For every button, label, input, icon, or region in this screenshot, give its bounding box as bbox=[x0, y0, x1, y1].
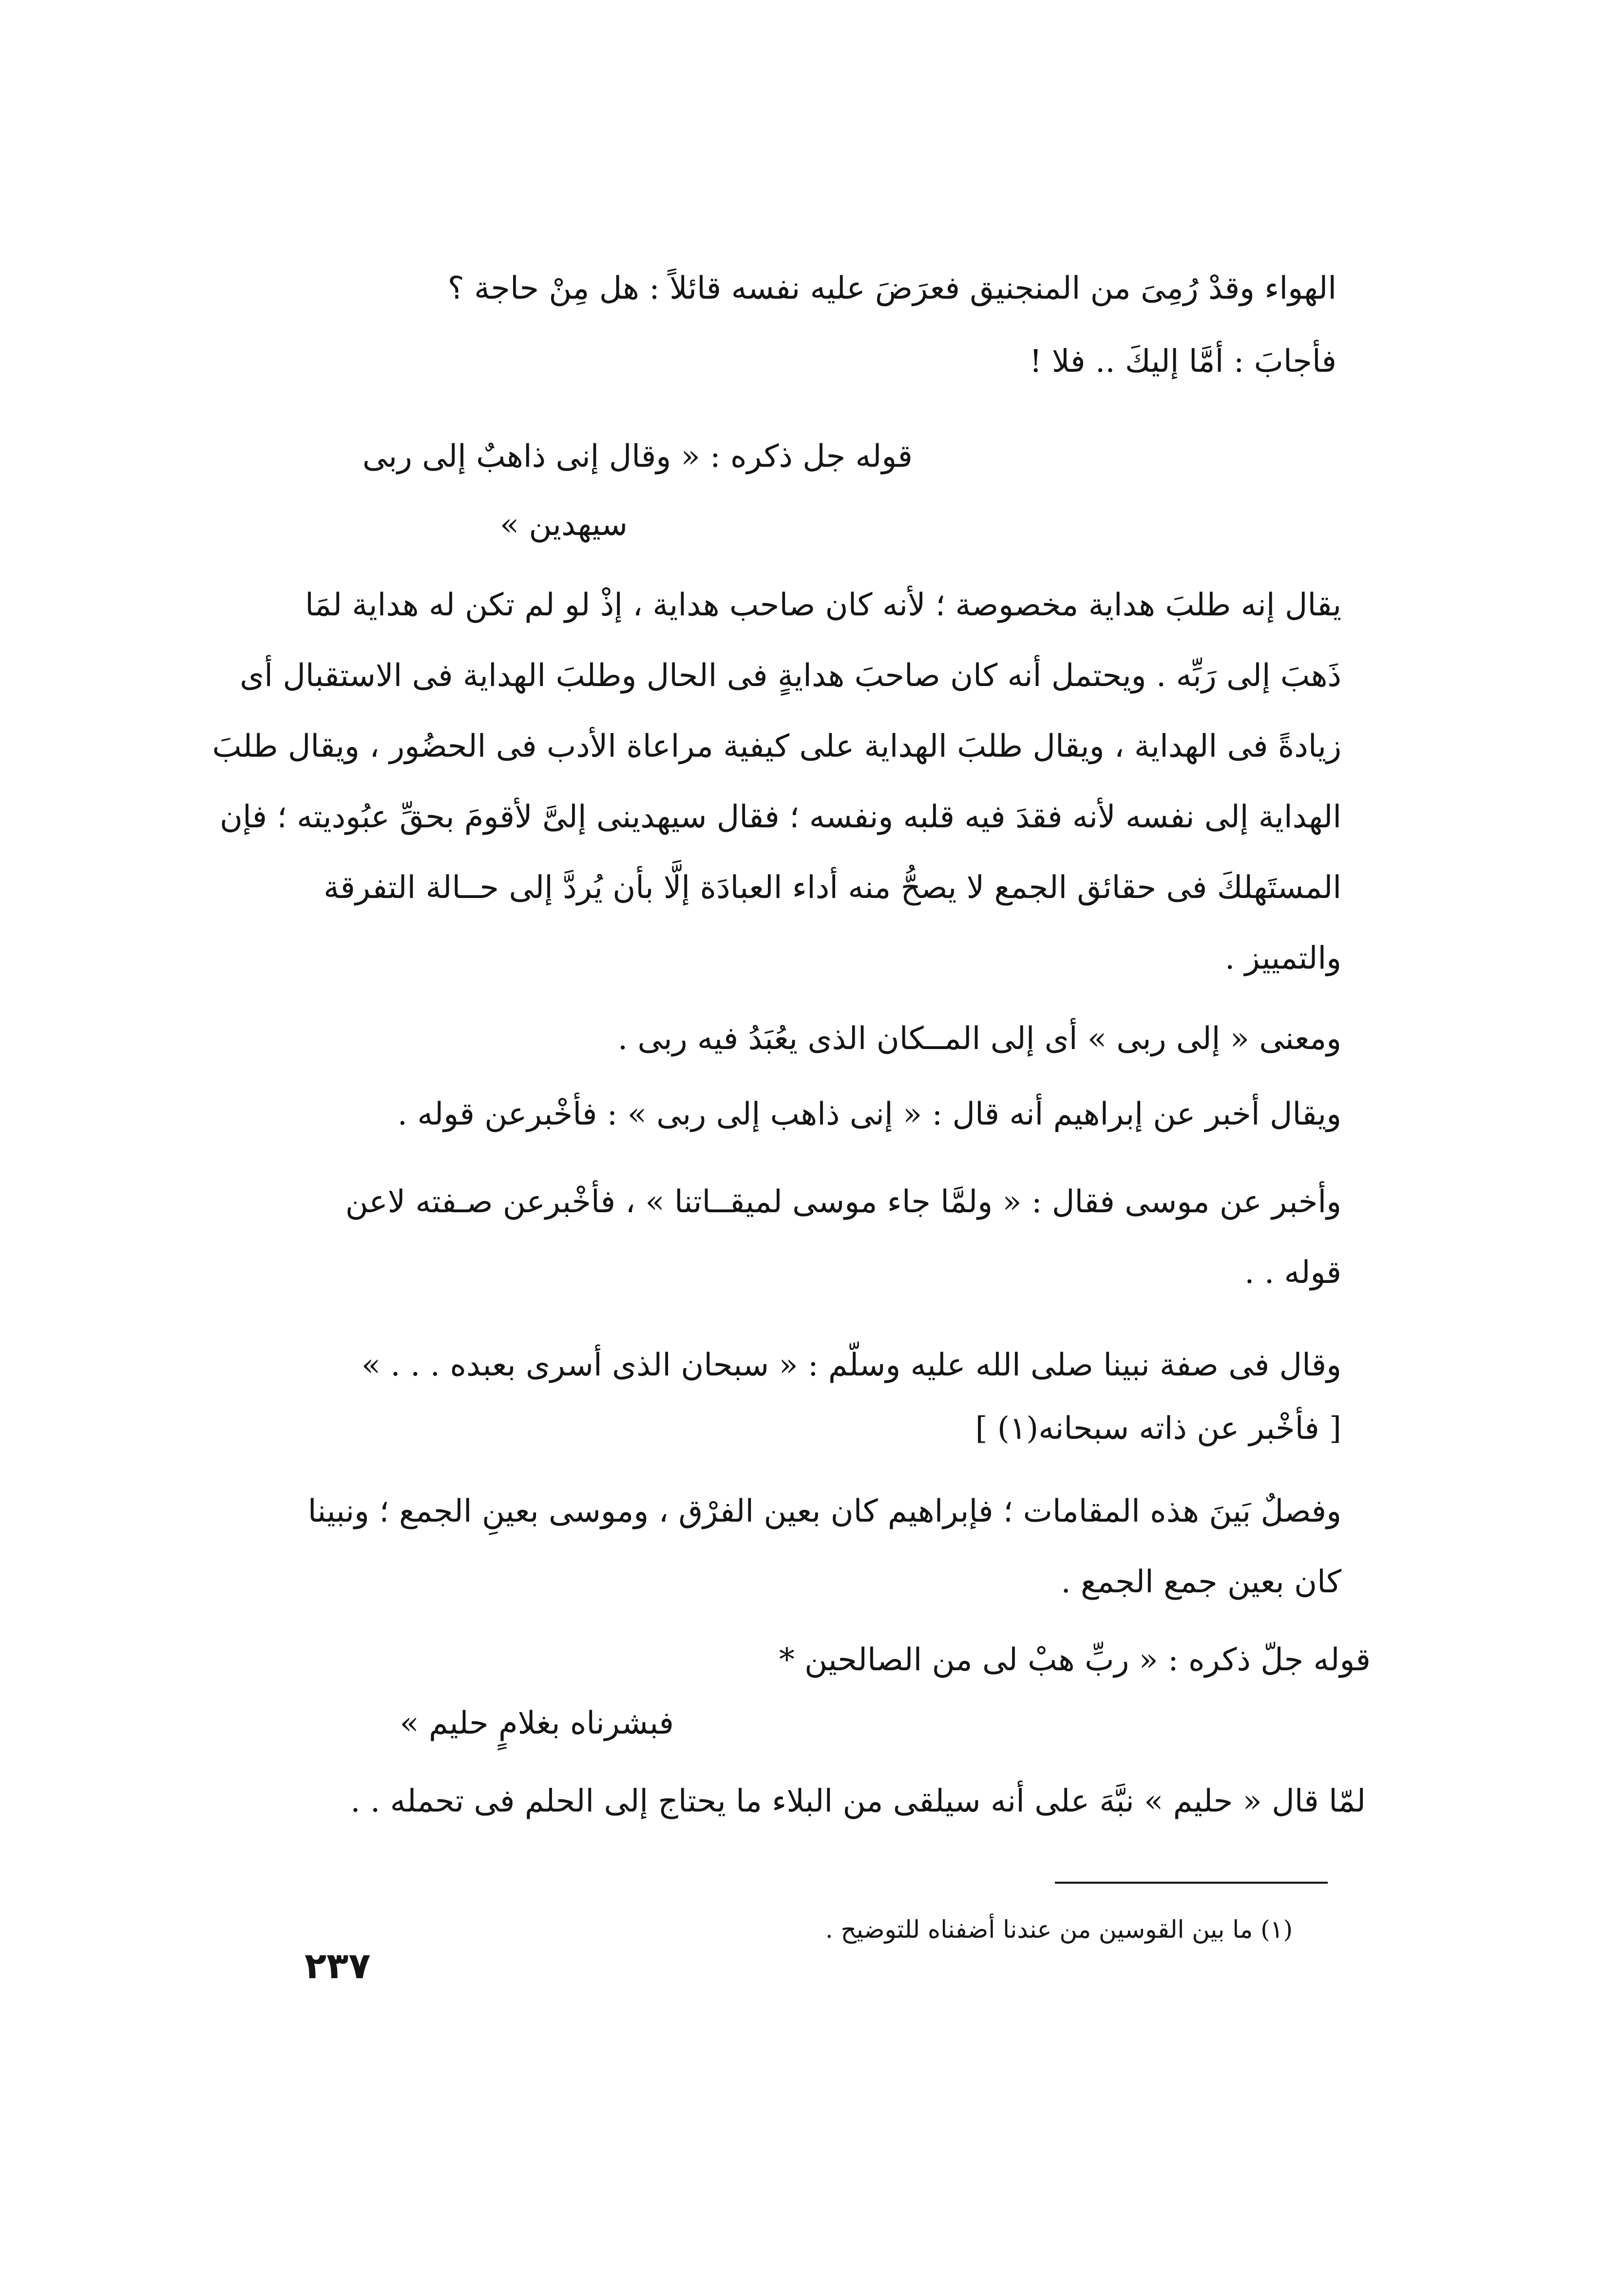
text-line: زيادةً فى الهداية ، ويقال طلبَ الهداية على كيفية مراعاة الأدب فى الحضُور ، ويقال طلبَ bbox=[212, 728, 1341, 764]
verse-heading: سيهدين » bbox=[499, 507, 628, 543]
page-number: ٢٣٧ bbox=[305, 1945, 371, 1987]
footnote: (١) ما بين القوسين من عندنا أضفناه للتوضيح . bbox=[825, 1915, 1293, 1944]
text-line: الهداية إلى نفسه لأنه فقدَ فيه قلبه ونفسه ؛ فقال سيهدينى إلىَّ لأقومَ بحقِّ عبُوديته ؛ فإن bbox=[220, 799, 1341, 835]
text-line: ومعنى « إلى ربى » أى إلى المــكان الذى يعُبَدُ فيه ربى . bbox=[617, 1021, 1341, 1057]
text-line: فأجابَ : أمَّا إليكَ .. فلا ! bbox=[1029, 344, 1337, 380]
verse-heading: قوله جلّ ذكره : « ربِّ هبْ لى من الصالحين * bbox=[779, 1642, 1371, 1678]
text-line: قوله . . bbox=[1244, 1255, 1341, 1291]
footnote-divider bbox=[1055, 1882, 1328, 1884]
text-line: لمّا قال « حليم » نبَّهَ على أنه سيلقى من البلاء ما يحتاج إلى الحلم فى تحمله . . bbox=[350, 1783, 1366, 1819]
text-line: الهواء وقدْ رُمِىَ من المنجنيق فعرَضَ عليه نفسه قائلاً : هل مِنْ حاجة ؟ bbox=[447, 270, 1337, 306]
text-line: وفصلٌ بَينَ هذه المقامات ؛ فإبراهيم كان بعين الفرْق ، وموسى بعينِ الجمع ؛ ونبينا bbox=[307, 1493, 1341, 1529]
text-line: المستَهلكَ فى حقائق الجمع لا يصحُّ منه أداء العبادَة إلَّا بأن يُردَّ إلى حــالة التفرقة bbox=[324, 870, 1341, 906]
text-line: يقال إنه طلبَ هداية مخصوصة ؛ لأنه كان صاحب هداية ، إذْ لو لم تكن له هداية لمَا bbox=[305, 587, 1341, 623]
text-line: وأخبر عن موسى فقال : « ولمَّا جاء موسى لميقــاتنا » ، فأخْبرعن صـفته لاعن bbox=[345, 1184, 1341, 1220]
verse-heading: فبشرناه بغلامٍ حليم » bbox=[400, 1705, 674, 1741]
text-line: والتمييز . bbox=[1224, 940, 1341, 976]
text-line: [ فأخْبر عن ذاته سبحانه(١) ] bbox=[975, 1411, 1341, 1447]
text-line: ذَهبَ إلى رَبِّه . ويحتمل أنه كان صاحبَ هدايةٍ فى الحال وطلبَ الهداية فى الاستقبال أى bbox=[240, 658, 1341, 694]
text-line: ويقال أخبر عن إبراهيم أنه قال : « إنى ذاهب إلى ربى » : فأخْبرعن قوله . bbox=[397, 1096, 1341, 1132]
text-line: وقال فى صفة نبينا صلى الله عليه وسلّم : « سبحان الذى أسرى بعبده . . . » bbox=[361, 1347, 1341, 1383]
text-line: كان بعين جمع الجمع . bbox=[1061, 1564, 1341, 1600]
verse-heading: قوله جل ذكره : « وقال إنى ذاهبٌ إلى ربى bbox=[362, 439, 913, 475]
